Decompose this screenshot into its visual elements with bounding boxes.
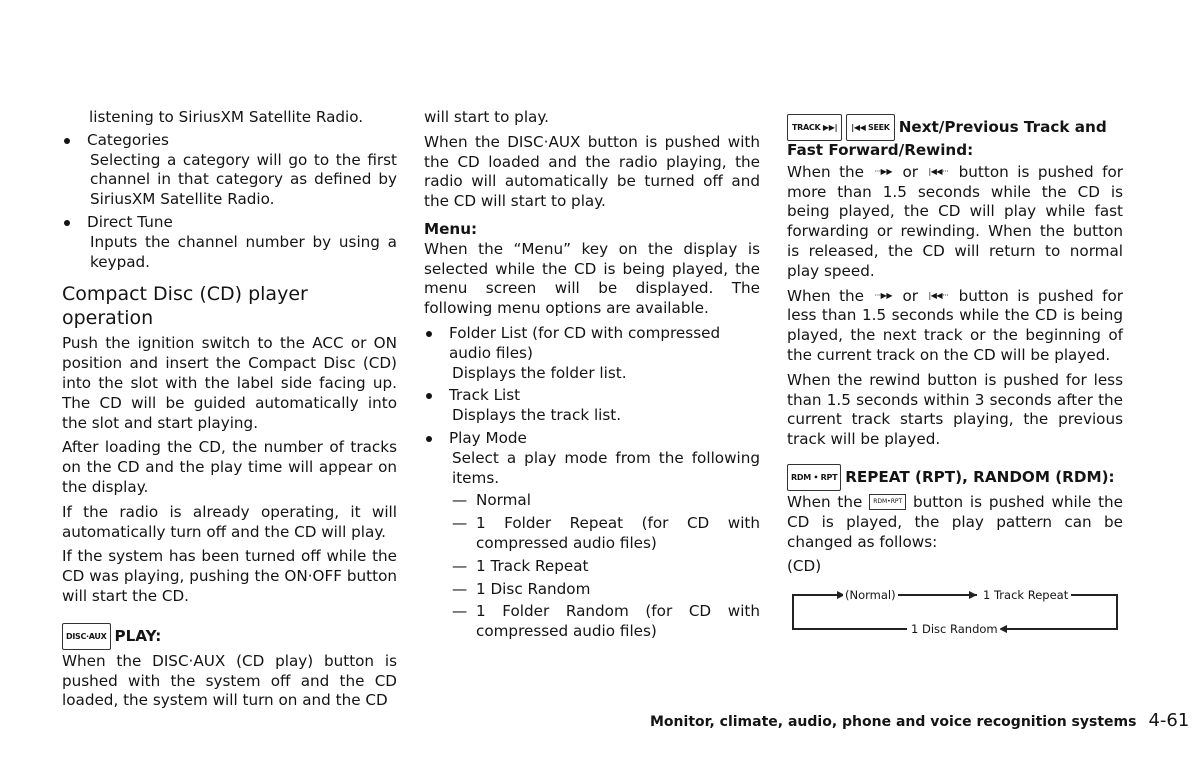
next-prev-heading: Next/Previous Track and Fast Forward/Rewind: bbox=[787, 118, 1107, 159]
bullet-direct-tune: Direct Tune bbox=[62, 213, 397, 233]
diagram-normal-label: (Normal) bbox=[845, 588, 896, 603]
cd-label: (CD) bbox=[787, 557, 822, 576]
rdm-rpt-key-icon: RDM • RPT bbox=[787, 464, 841, 491]
track-next-inline-icon: ···▶▶ bbox=[874, 167, 892, 177]
track-next-key-icon: TRACK ▶▶| bbox=[787, 114, 842, 141]
cd-paragraph-1: Push the ignition switch to the ACC or ON position and insert the Compact Disc (CD) into the slot with the label side facing up. The CD will be guided automatically into the slot and start playing. bbox=[62, 334, 397, 432]
menu-paragraph: When the “Menu” key on the display is selected while the CD is being played, the menu screen will be displayed. The following menu options are available. bbox=[424, 239, 760, 318]
disc-aux-paragraph: When the DISC·AUX button is pushed with the CD loaded and the radio playing, the radio will automatically be turned off and the CD will start to play. bbox=[424, 132, 760, 211]
diagram-disc-random-label: 1 Disc Random bbox=[911, 622, 998, 637]
cd-paragraph-3: If the radio is already operating, it will automatically turn off and the CD will play. bbox=[62, 502, 397, 541]
mode-item: — 1 Track Repeat bbox=[452, 557, 760, 577]
play-heading-row bbox=[62, 623, 397, 650]
rdm-rpt-inline-icon: RDM•RPT bbox=[869, 494, 906, 510]
column-3 bbox=[787, 114, 1123, 635]
seek-prev-key-icon: |◀◀ SEEK bbox=[846, 114, 895, 141]
track-list-description: Displays the track list. bbox=[452, 406, 622, 425]
diagram-track-repeat-label: 1 Track Repeat bbox=[983, 588, 1069, 603]
bullet-folder-list: Folder List (for CD with compressed audio files) bbox=[424, 324, 760, 364]
disc-aux-key-icon: DISC·AUX bbox=[62, 623, 111, 650]
next-prev-paragraph-1: When the ···▶▶ or |◀◀··· button is pushed for more than 1.5 seconds while the CD is being played, the CD will play while fast forwarding or rewinding. When the button is released, the CD will return to normal play speed. bbox=[787, 162, 1124, 280]
seek-prev-inline-icon: |◀◀··· bbox=[928, 291, 949, 301]
bullet-categories: Categories bbox=[62, 131, 397, 151]
arrow-head bbox=[969, 591, 977, 599]
continued-text-2: will start to play. bbox=[424, 108, 549, 126]
direct-tune-description: Inputs the channel number by using a keypad. bbox=[90, 232, 397, 271]
arrow-head bbox=[999, 625, 1007, 633]
categories-description: Selecting a category will go to the first channel in that category as defined by SiriusXM Satellite Radio. bbox=[90, 150, 397, 209]
mode-item: — 1 Disc Random bbox=[452, 580, 760, 600]
rewind-paragraph: When the rewind button is pushed for less than 1.5 seconds within 3 seconds after the current track starts playing, the previous track will be played. bbox=[787, 370, 1123, 449]
mode-item: — 1 Folder Repeat (for CD with compressed audio files) bbox=[452, 514, 760, 554]
play-mode-description: Select a play mode from the following items. bbox=[452, 448, 760, 487]
play-heading: PLAY: bbox=[114, 626, 162, 645]
cd-paragraph-4: If the system has been turned off while the CD was playing, pushing the ON·OFF button will start the CD. bbox=[62, 547, 397, 605]
cd-section-heading: Compact Disc (CD) player operation bbox=[62, 283, 308, 330]
next-prev-heading-row bbox=[787, 114, 1123, 161]
menu-heading: Menu: bbox=[424, 219, 478, 238]
track-next-inline-icon: ···▶▶ bbox=[874, 291, 892, 301]
bullet-play-mode: Play Mode bbox=[424, 429, 760, 449]
page-footer bbox=[650, 711, 1189, 733]
folder-list-description: Displays the folder list. bbox=[452, 363, 627, 382]
seek-prev-inline-icon: |◀◀··· bbox=[928, 167, 949, 177]
page-number: 4-61 bbox=[1148, 710, 1190, 731]
repeat-heading: REPEAT (RPT), RANDOM (RDM): bbox=[845, 467, 1115, 486]
play-pattern-diagram bbox=[787, 585, 1127, 635]
cd-paragraph-2: After loading the CD, the number of tracks on the CD and the play time will appear on the display. bbox=[62, 438, 397, 496]
footer-section-title: Monitor, climate, audio, phone and voice recognition systems bbox=[650, 714, 1137, 730]
mode-item: — Normal bbox=[452, 491, 760, 511]
repeat-paragraph: When the RDM•RPT button is pushed while the CD is played, the play pattern can be changed as follows: bbox=[787, 492, 1124, 551]
play-paragraph: When the DISC·AUX (CD play) button is pushed with the system off and the CD loaded, the system will turn on and the CD bbox=[62, 651, 397, 710]
column-1 bbox=[62, 108, 397, 716]
bullet-track-list: Track List bbox=[424, 386, 760, 406]
next-prev-paragraph-2: When the ···▶▶ or |◀◀··· button is pushed for less than 1.5 seconds while the CD is being played, the next track or the beginning of the current track on the CD will be played. bbox=[787, 286, 1124, 364]
continued-text: listening to SiriusXM Satellite Radio. bbox=[89, 108, 364, 126]
column-2 bbox=[424, 108, 760, 645]
repeat-heading-row bbox=[787, 464, 1123, 491]
mode-item: — 1 Folder Random (for CD with compressed audio files) bbox=[452, 602, 760, 642]
